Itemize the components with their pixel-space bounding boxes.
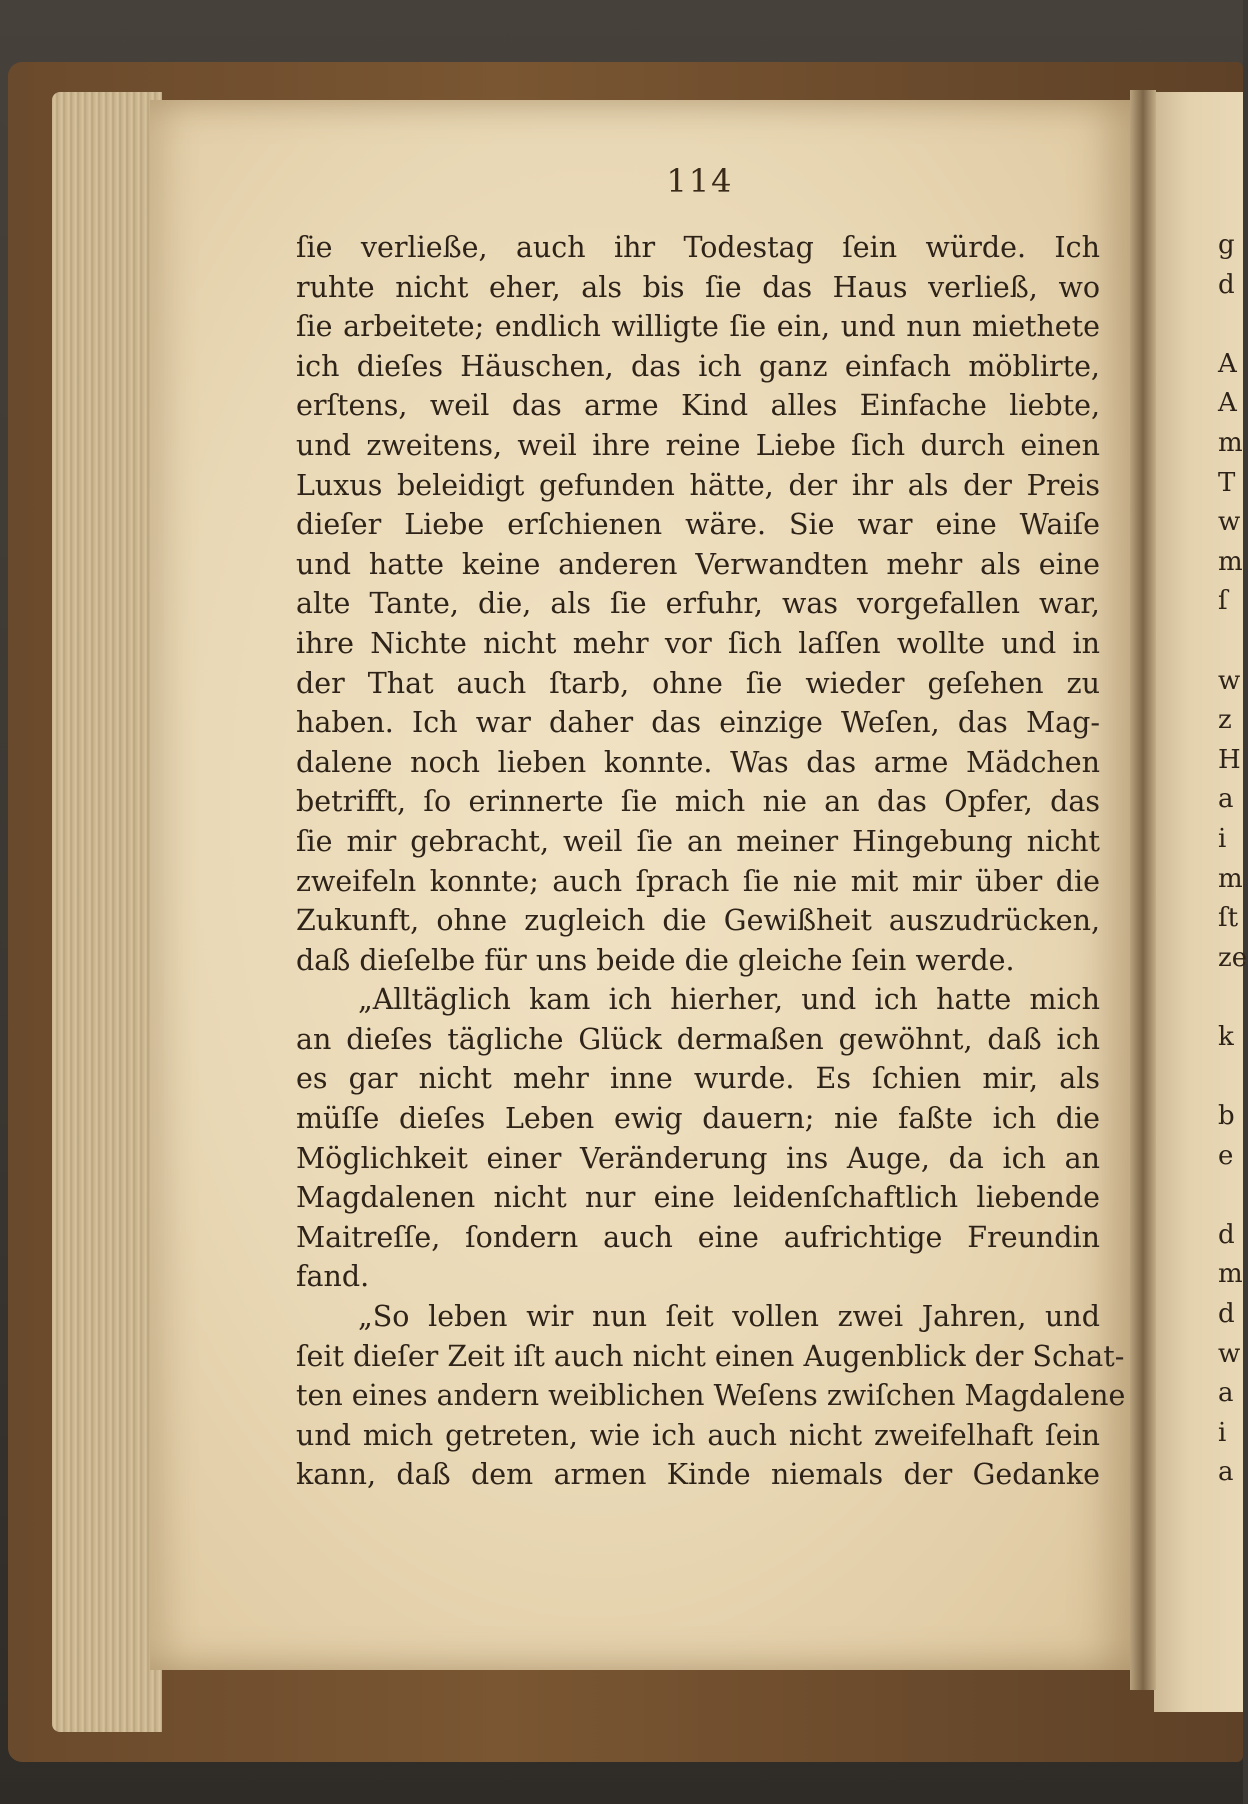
next-page-fragment: [1218, 978, 1248, 1018]
text-line: ihre Nichte nicht mehr vor ſich laſſen wollte und in: [296, 626, 1100, 660]
text-line: ten eines andern weiblichen Weſens zwiſchen Magdalene: [296, 1379, 1126, 1413]
text-line: „Alltäglich kam ich hierher, und ich hatte mich: [358, 983, 1100, 1017]
page-edges: [52, 92, 162, 1732]
next-page-fragment: ze: [1218, 942, 1248, 973]
next-page-fragment: i: [1218, 1417, 1227, 1448]
text-line: fand.: [296, 1260, 370, 1294]
next-page-fragment: ſt: [1218, 903, 1239, 934]
text-line: daß dieſelbe für uns beide die gleiche ſein werde.: [296, 943, 1015, 977]
body-text: [296, 228, 1126, 1495]
next-page-fragment: z: [1218, 705, 1232, 736]
text-line: kann, daß dem armen Kinde niemals der Gedanke: [296, 1458, 1100, 1492]
next-page-fragment: w: [1218, 665, 1241, 696]
next-page-fragment: T: [1218, 467, 1236, 498]
page-number: 114: [666, 162, 734, 200]
text-line: Magdalenen nicht nur eine leidenſchaftlich liebende: [296, 1181, 1100, 1215]
text-line: „So leben wir nun ſeit vollen zwei Jahren, und: [358, 1300, 1100, 1334]
text-line: dieſer Liebe erſchienen wäre. Sie war eine Waiſe: [296, 508, 1100, 542]
next-page-text-fragments: [1218, 226, 1248, 1493]
text-line: und hatte keine anderen Verwandten mehr als eine: [296, 547, 1100, 581]
next-page-fragment: [1218, 622, 1248, 662]
next-page-fragment: e: [1218, 1140, 1234, 1171]
next-page-fragment: m: [1218, 427, 1243, 458]
next-page-fragment: m: [1218, 863, 1243, 894]
text-line: und mich getreten, wie ich auch nicht zweifelhaft ſein: [296, 1418, 1100, 1452]
text-line: und zweitens, weil ihre reine Liebe ſich durch einen: [296, 428, 1100, 462]
text-line: ſie mir gebracht, weil ſie an meiner Hingebung nicht: [296, 824, 1100, 858]
text-line: Maitreſſe, ſondern auch eine aufrichtige Freundin: [296, 1220, 1100, 1254]
next-page-fragment: i: [1218, 823, 1227, 854]
text-line: haben. Ich war daher das einzige Weſen, das Mag-: [296, 706, 1100, 740]
next-page-fragment: [1218, 1176, 1248, 1216]
next-page-fragment: d: [1218, 269, 1235, 300]
next-page-fragment: d: [1218, 1219, 1235, 1250]
next-page-fragment: b: [1218, 1101, 1235, 1132]
next-page-fragment: w: [1218, 507, 1241, 538]
next-page-fragment: [1218, 305, 1248, 345]
text-line: ſeit dieſer Zeit iſt auch nicht einen Augenblick der Schat-: [296, 1339, 1125, 1373]
next-page-fragment: A: [1218, 388, 1237, 419]
next-page-fragment: m: [1218, 546, 1243, 577]
text-line: dalene noch lieben konnte. Was das arme Mädchen: [296, 745, 1100, 779]
next-page-fragment: k: [1218, 1021, 1234, 1052]
text-line: es gar nicht mehr inne wurde. Es ſchien mir, als: [296, 1062, 1100, 1096]
text-line: an dieſes tägliche Glück dermaßen gewöhnt, daß ich: [296, 1022, 1100, 1056]
text-line: ſie verließe, auch ihr Todestag ſein würde. Ich: [296, 231, 1100, 264]
text-line: betrifft, ſo erinnerte ſie mich nie an das Opfer, das: [296, 785, 1100, 819]
next-page-fragment: ſ: [1218, 586, 1228, 617]
next-page-fragment: a: [1218, 1457, 1234, 1488]
next-page-fragment: A: [1218, 348, 1237, 379]
text-line: ich dieſes Häuschen, das ich ganz einfach möblirte,: [296, 349, 1100, 383]
next-page-fragment: g: [1218, 230, 1235, 260]
next-page-fragment: d: [1218, 1299, 1235, 1330]
text-line: Zukunft, ohne zugleich die Gewißheit auszudrücken,: [296, 904, 1100, 938]
next-page-fragment: a: [1218, 1378, 1234, 1409]
text-line: müſſe dieſes Leben ewig dauern; nie faßte ich die: [296, 1102, 1100, 1136]
next-page-fragment: a: [1218, 784, 1234, 815]
text-line: alte Tante, die, als ſie erfuhr, was vorgefallen war,: [296, 587, 1100, 621]
book-gutter: [1130, 90, 1156, 1690]
text-line: zweifeln konnte; auch ſprach ſie nie mit mir über die: [296, 864, 1100, 898]
next-page-fragment: H: [1218, 744, 1241, 775]
text-line: ruhte nicht eher, als bis ſie das Haus verließ, wo: [296, 270, 1100, 304]
text-line: erſtens, weil das arme Kind alles Einfache liebte,: [296, 389, 1100, 423]
text-line: Luxus beleidigt gefunden hätte, der ihr als der Preis: [296, 468, 1100, 502]
next-page-fragment: w: [1218, 1338, 1241, 1369]
text-line: Möglichkeit einer Veränderung ins Auge, da ich an: [296, 1141, 1100, 1175]
next-page-fragment: m: [1218, 1259, 1243, 1290]
text-line: der That auch ſtarb, ohne ſie wieder geſehen zu: [296, 666, 1100, 700]
text-line: ſie arbeitete; endlich willigte ſie ein, und nun miethete: [296, 310, 1100, 344]
next-page-fragment: [1218, 1057, 1248, 1097]
